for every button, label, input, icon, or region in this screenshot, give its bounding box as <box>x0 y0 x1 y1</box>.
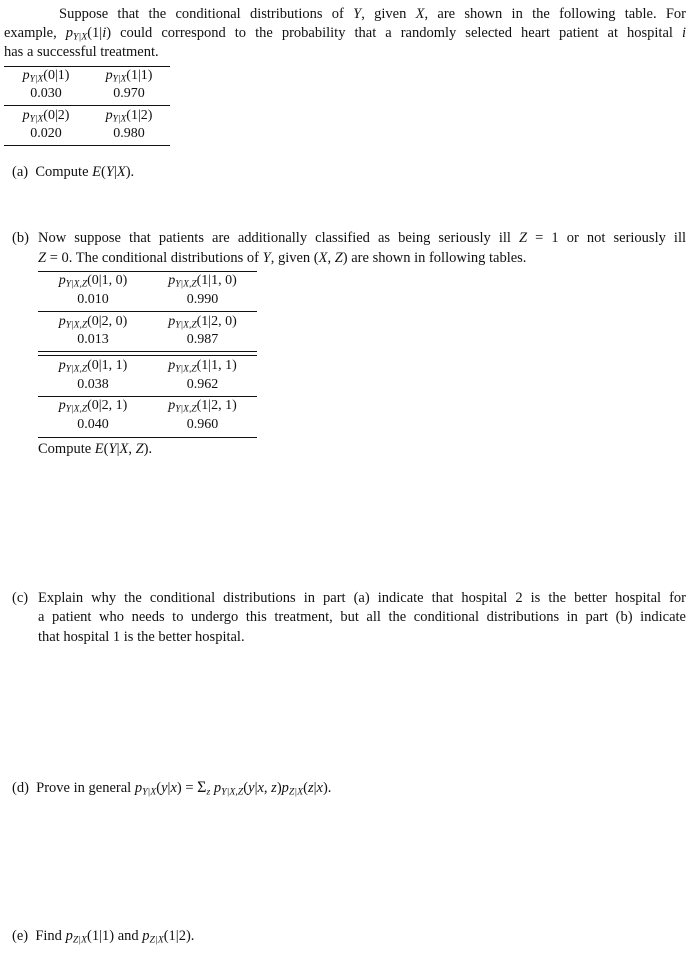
intro-line3: has a successful treatment. <box>4 44 159 60</box>
intro-line2: example, $p_{Y|X}(1|i)$ could correspond to the probability that a randomly selected heart patient at hospital i <box>4 25 686 43</box>
t1-header: $p_{Y|X}(0|1)$ <box>22 68 70 85</box>
part-c-line3: that hospital 1 is the better hospital. <box>38 629 245 645</box>
part-b-line1: Now suppose that patients are additionally classified as being seriously ill Z = 1 or not seriously ill <box>38 230 687 246</box>
part-d: (d) Prove in general $p_{Y|X}(y|x) = \Sigma_z$ $p_{Y|X,Z}(y|x$, $z)p_{Z|X}(z|x)$. <box>12 779 332 798</box>
part-b-label: (b) <box>12 230 29 246</box>
table1-bottom-rule <box>4 145 170 146</box>
tz0-value: 0.990 <box>186 292 219 307</box>
part-a: (a) Compute E(Y|X). <box>12 164 135 180</box>
tz0-header: $p_{Y|X,Z}(1|1$, 0) <box>168 273 237 290</box>
tz0-header: $p_{Y|X,Z}(0|2$, 0) <box>58 314 128 331</box>
t1-header: $p_{Y|X}(1|1)$ <box>105 68 153 85</box>
t1-header: $p_{Y|X}(0|2)$ <box>22 108 70 125</box>
t1-value: 0.980 <box>113 126 145 141</box>
t1-value: 0.970 <box>113 86 145 101</box>
t1-header: $p_{Y|X}(1|2)$ <box>105 108 153 125</box>
table1-mid-rule <box>4 105 170 106</box>
part-b-compute: Compute E(Y|X, Z). <box>38 441 153 457</box>
t1-value: 0.020 <box>30 126 62 141</box>
tz0-top-rule <box>38 271 257 272</box>
tz1-value: 0.962 <box>186 377 219 392</box>
tz0-bottom-rule <box>38 351 257 352</box>
tz0-header: $p_{Y|X,Z}(1|2$, 0) <box>168 314 237 331</box>
tz1-top-rule <box>38 355 257 356</box>
tz0-value: 0.013 <box>77 332 109 347</box>
table1-top-rule <box>4 66 170 67</box>
part-c-line2: a patient who needs to undergo this treatment, but all the conditional distributions in part (b) indicate <box>38 609 686 625</box>
tz1-header: $p_{Y|X,Z}(1|1$, 1) <box>168 358 237 375</box>
intro-line1: Suppose that the conditional distributions of Y, given X, are shown in the following table. For <box>59 6 687 22</box>
part-e: (e) Find $p_{Z|X}(1|1)$ and $p_{Z|X}(1|2)$. <box>12 928 195 946</box>
t1-value: 0.030 <box>30 86 62 101</box>
part-c-line1: Explain why the conditional distributions in part (a) indicate that hospital 2 is the better hospital for <box>38 590 686 606</box>
tz1-header: $p_{Y|X,Z}(1|2$, 1) <box>168 398 237 415</box>
tz1-value: 0.960 <box>186 417 219 432</box>
part-b-line2: Z = 0. The conditional distributions of Y, given (X, Z) are shown in following tables. <box>38 250 527 266</box>
tz1-value: 0.040 <box>77 417 109 432</box>
tz1-header: $p_{Y|X,Z}(0|2$, 1) <box>58 398 128 415</box>
part-c-label: (c) <box>12 590 29 606</box>
tz0-value: 0.010 <box>77 292 109 307</box>
tz1-header: $p_{Y|X,Z}(0|1$, 1) <box>58 358 128 375</box>
tz1-value: 0.038 <box>77 377 109 392</box>
tz0-value: 0.987 <box>186 332 219 347</box>
tz1-bottom-rule <box>38 437 257 438</box>
tz0-header: $p_{Y|X,Z}(0|1$, 0) <box>58 273 128 290</box>
tz0-mid-rule <box>38 311 257 312</box>
tz1-mid-rule <box>38 396 257 397</box>
